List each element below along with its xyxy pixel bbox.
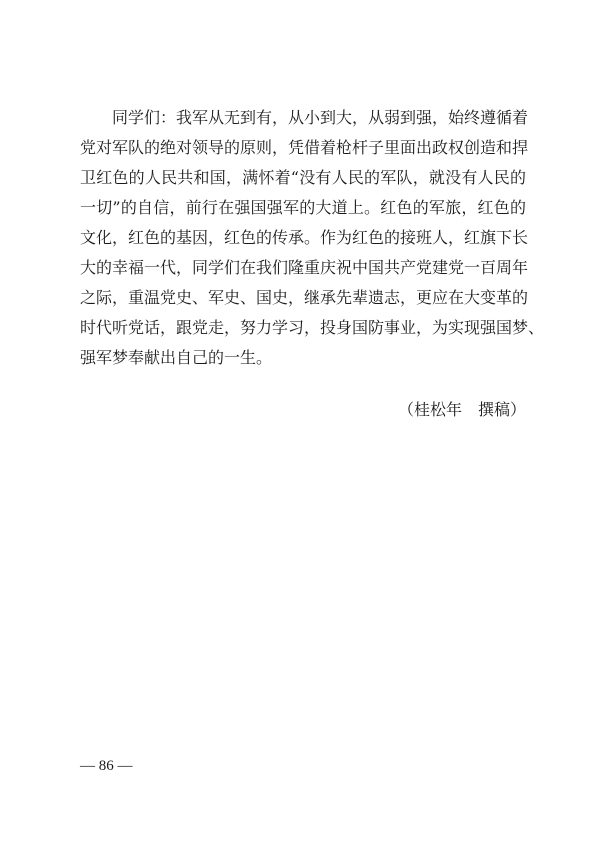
paragraph-line: 一切”的自信，前行在强国强军的大道上。红色的军旅，红色的 [80, 198, 526, 217]
body-paragraph [80, 103, 545, 373]
paragraph-line: 党对军队的绝对领导的原则，凭借着枪杆子里面出政权创造和捍 [80, 138, 529, 157]
author-signature: （桂松年 撰稿） [397, 400, 526, 419]
page-number: — 86 — [80, 758, 133, 774]
paragraph-line: 同学们：我军从无到有，从小到大，从弱到强，始终遵循着 [112, 108, 529, 127]
paragraph-line: 大的幸福一代，同学们在我们隆重庆祝中国共产党建党一百周年 [80, 258, 529, 277]
paragraph-line: 时代听党话，跟党走，努力学习，投身国防事业，为实现强国梦、 [80, 318, 545, 337]
paragraph-line: 之际，重温党史、军史、国史，继承先辈遗志，更应在大变革的 [80, 288, 529, 307]
paragraph-line: 强军梦奉献出自己的一生。 [80, 348, 273, 367]
paragraph-line: 文化，红色的基因，红色的传承。作为红色的接班人，红旗下长 [80, 228, 529, 247]
paragraph-line: 卫红色的人民共和国，满怀着“没有人民的军队，就没有人民的 [80, 168, 526, 187]
